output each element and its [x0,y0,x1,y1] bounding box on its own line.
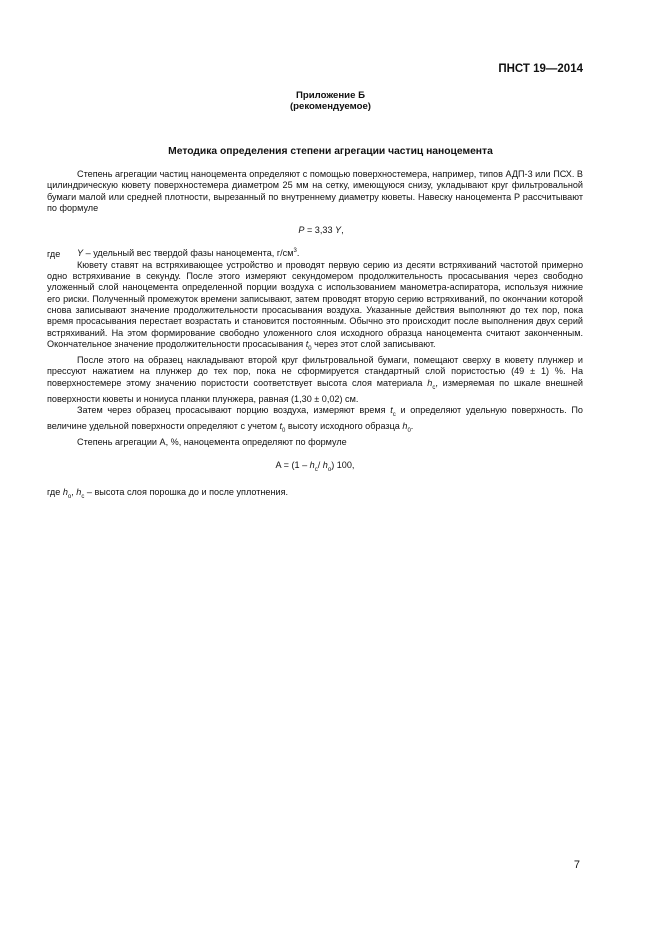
paragraph-pressing: После этого на образец накладывают второй круг фильтровальной бумаги, помещают сверху в кювету плунжер и прессуют нажатием на плунжер до тех пор, пока не сформируется стандартный слой пористостью (49 ± 1) %. На поверхностемере этому значению пористости соответствует высота слоя материала $h_c$, измеряемая по шкале внешней поверхности кюветы и нониуса планки плунжера, равная (1,30 ± 0,02) см. [47,355,584,404]
where-clause-h: где $h_o$, $h_c$ – высота слоя порошка до и после уплотнения. [47,486,289,500]
annex-subtitle: (рекомендуемое) [289,101,371,112]
formula-sample-mass: P = 3,33 Y, [298,225,344,236]
annex-title: Приложение Б [296,90,365,101]
paragraph-intro: Степень агрегации частиц наноцемента определяют с помощью поверхностемера, например, типов АДП-3 или ПСХ. В цилиндрическую кювету поверхностемера диаметром 25 мм на сетку, имеющуюся снизу, укладывают круг фильтровальной бумаги малой или средней плотности, вырезанный по внутреннему диаметру кюветы. Навеску наноцемента P рассчитывают по формуле [47,169,583,213]
document-body [47,169,583,503]
method-title: Методика определения степени агрегации частиц наноцемента [168,146,493,157]
document-code: ПНСТ 19—2014 [498,63,583,75]
formula-aggregation-degree: $A = (1 - h_c/$ $h_o$) 100, [275,459,355,473]
paragraph-aggregation: Степень агрегации A, %, наноцемента определяют по формуле [77,437,347,448]
where-clause-y: где Y – удельный вес твердой фазы наноцемента, $г/см^3$. [47,248,300,259]
page-number: 7 [573,859,580,871]
formula-var-p: P [298,225,305,236]
paragraph-shaking: Кювету ставят на встряхивающее устройство и проводят первую серию из десяти встряхиваний частотой примерно одно встряхивание в секунду. После этого измеряют секундомером продолжительность просасывания через свободно уложенный слой наноцемента определенной порции воздуха с использованием манометра-аспиратора, используя нижние его риски. Полученный промежуток времени записывают, затем проводят вторую серию встряхиваний, по окончании которой снова записывают значение продолжительности просасывания воздуха. Указанные действия выполняют до тех пор, пока время просасывания перестает возрастать и становится постоянным. Обычно это происходит после выполнения двух серий встряхиваний. На этом формирование свободно уложенного слоя исходного образца наноцемента считают законченным. Окончательное значение продолжительности просасывания $t_0$ через этот слой записывают. [47,259,583,352]
paragraph-air-suction: Затем через образец просасывают порцию воздуха, измеряют время $t_c$ и определяют удельную поверхность. По величине удельной поверхности определяют с учетом $t_0$ высоту исходного образца $h_0$. [47,405,583,434]
